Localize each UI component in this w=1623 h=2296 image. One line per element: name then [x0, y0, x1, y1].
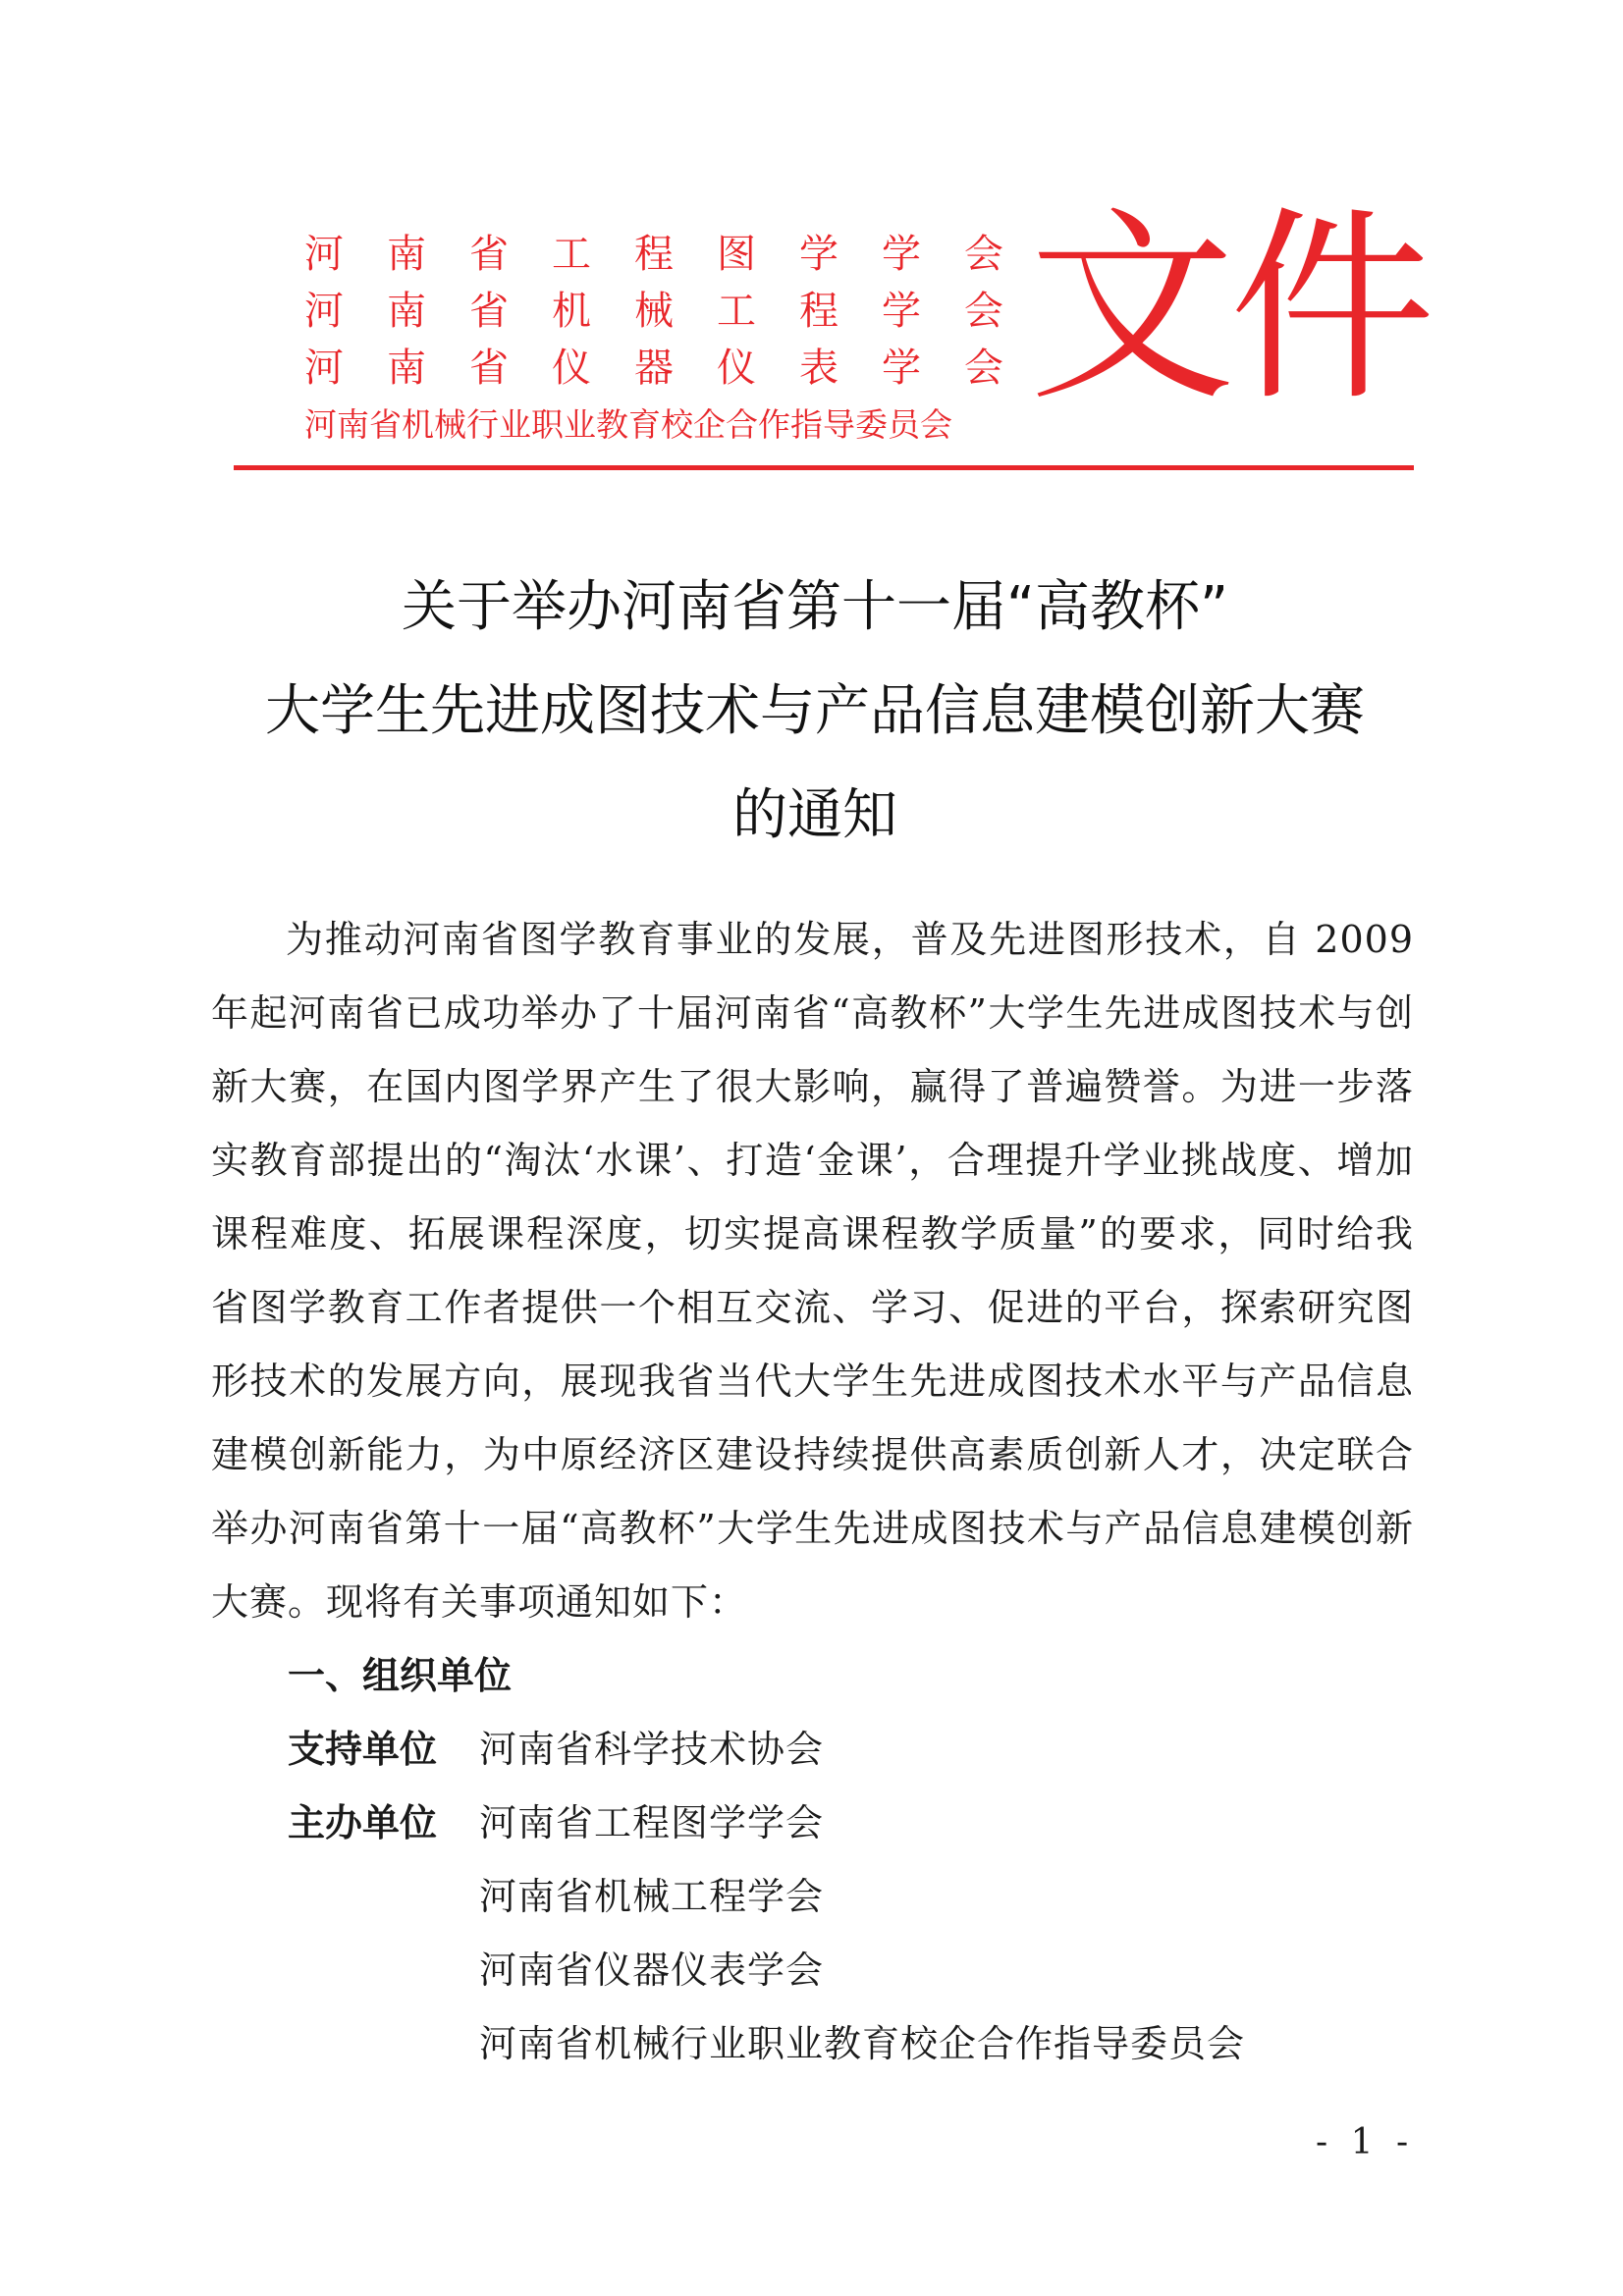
- org-line-engineering-graphics: 河 南 省 工 程 图 学 学 会: [304, 232, 1003, 277]
- title-line-2: 大学生先进成图技术与产品信息建模创新大赛: [265, 679, 1365, 743]
- host-unit-row: [288, 1934, 824, 2007]
- title-line-3: 的通知: [732, 783, 897, 847]
- host-unit-value: 河南省机械行业职业教育校企合作指导委员会: [479, 2022, 1246, 2065]
- title-line-1: 关于举办河南省第十一届“高教杯”: [401, 575, 1229, 639]
- host-unit-value: 河南省工程图学学会: [479, 1801, 825, 1844]
- red-divider: [234, 465, 1414, 470]
- host-unit-label: 主办单位: [288, 1801, 438, 1844]
- page-number: - 1 -: [1316, 2122, 1415, 2163]
- org-line-mechanical-engineering: 河 南 省 机 械 工 程 学 会: [304, 289, 1003, 334]
- issuing-organizations: [304, 226, 1003, 454]
- support-unit-label: 支持单位: [288, 1728, 438, 1771]
- host-unit-row: [288, 1860, 824, 1934]
- section-heading-organizers: 一、组织单位: [288, 1654, 513, 1697]
- host-unit-value: 河南省仪器仪表学会: [479, 1949, 825, 1992]
- host-unit-row: [288, 2007, 1245, 2081]
- intro-paragraph: 为推动河南省图学教育事业的发展，普及先进图形技术，自 2009 年起河南省已成功举办了十届河南省“高教杯”大学生先进成图技术与创新大赛，在国内图学界产生了很大影响，赢得了普遍赞誉。为进一步落实教育部提出的“淘汰‘水课’、打造‘金课’，合理提升学业挑战度、增加课程难度、拓展课程深度，切实提高课程教学质量”的要求，同时给我省图学教育工作者提供一个相互交流、学习、促进的平台，探索研究图形技术的发展方向，展现我省当代大学生先进成图技术水平与产品信息建模创新能力，为中原经济区建设持续提供高素质创新人才，决定联合举办河南省第十一届“高教杯”大学生先进成图技术与产品信息建模创新大赛。现将有关事项通知如下：: [211, 918, 1414, 1624]
- host-unit-value: 河南省机械工程学会: [479, 1875, 825, 1918]
- document-mark: 文件: [1029, 188, 1431, 429]
- host-unit-row: [288, 1787, 824, 1860]
- document-title: [157, 556, 1473, 868]
- org-line-instrumentation: 河 南 省 仪 器 仪 表 学 会: [304, 346, 1003, 391]
- support-unit-value: 河南省科学技术协会: [479, 1728, 825, 1771]
- support-unit-row: [288, 1713, 824, 1787]
- org-line-vocational-committee: 河南省机械行业职业教育校企合作指导委员会: [304, 405, 952, 444]
